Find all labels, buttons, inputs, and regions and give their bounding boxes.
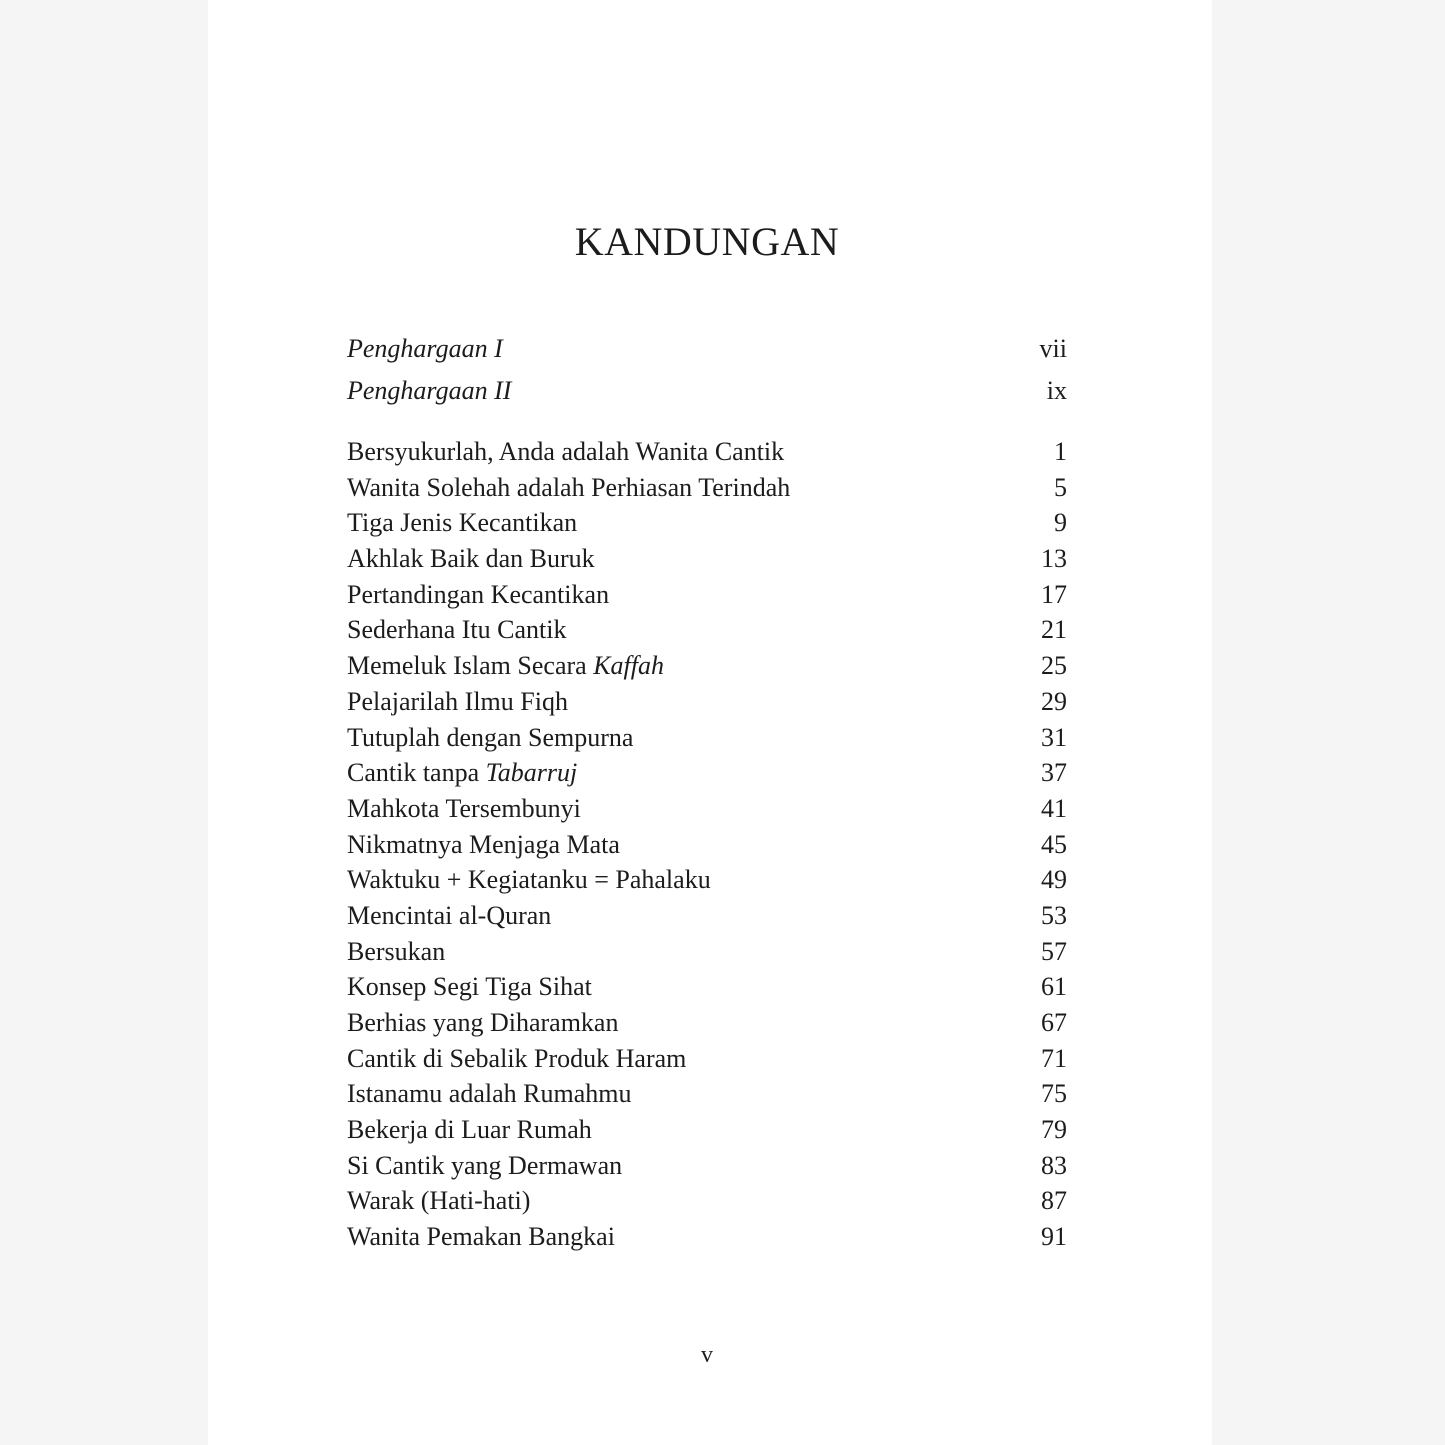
front-matter-label: Penghargaan II — [347, 376, 512, 405]
toc-entry-row — [347, 648, 1067, 684]
toc-entry-row — [347, 1112, 1067, 1148]
toc-entry-title: Bekerja di Luar Rumah — [347, 1115, 592, 1145]
page-content — [347, 0, 1067, 1445]
toc-entry-row — [347, 684, 1067, 720]
toc-entry-page-number: 79 — [1041, 1115, 1067, 1145]
toc-entry-page-number: 25 — [1041, 651, 1067, 681]
toc-entry-title: Memeluk Islam Secara Kaffah — [347, 651, 664, 681]
toc-list — [347, 434, 1067, 1255]
toc-entry-page-number: 83 — [1041, 1150, 1067, 1180]
toc-entry-page-number: 45 — [1041, 829, 1067, 859]
toc-entry-page-number: 17 — [1041, 579, 1067, 609]
toc-entry-page-number: 91 — [1041, 1222, 1067, 1252]
folio-page-number: v — [701, 1342, 713, 1368]
toc-entry-row — [347, 434, 1067, 470]
toc-entry-title: Tutuplah dengan Sempurna — [347, 722, 634, 752]
toc-entry-title: Tiga Jenis Kecantikan — [347, 508, 578, 538]
toc-entry-title: Mencintai al-Quran — [347, 900, 552, 930]
toc-entry-title: Sederhana Itu Cantik — [347, 615, 567, 645]
toc-entry-title: Akhlak Baik dan Buruk — [347, 544, 595, 574]
toc-entry-title: Pertandingan Kecantikan — [347, 579, 610, 609]
toc-entry-page-number: 37 — [1041, 758, 1067, 788]
toc-entry-title: Nikmatnya Menjaga Mata — [347, 829, 620, 859]
front-matter-list — [347, 328, 1067, 412]
toc-entry-title: Warak (Hati-hati) — [347, 1186, 531, 1216]
toc-entry-row — [347, 1219, 1067, 1255]
front-matter-row — [347, 328, 1067, 370]
toc-entry-title: Istanamu adalah Rumahmu — [347, 1079, 632, 1109]
front-matter-page-number: vii — [1039, 334, 1067, 363]
toc-entry-row — [347, 1076, 1067, 1112]
toc-entry-row — [347, 969, 1067, 1005]
toc-entry-title: Bersyukurlah, Anda adalah Wanita Cantik — [347, 437, 785, 466]
toc-entry-row — [347, 470, 1067, 506]
toc-entry-row — [347, 1148, 1067, 1184]
contents-title: KANDUNGAN — [574, 219, 840, 264]
toc-entry-row — [347, 541, 1067, 577]
toc-entry-row — [347, 577, 1067, 613]
toc-entry-page-number: 61 — [1041, 972, 1067, 1002]
toc-entry-page-number: 71 — [1041, 1043, 1067, 1073]
toc-entry-row — [347, 612, 1067, 648]
toc-entry-page-number: 53 — [1041, 900, 1067, 930]
front-matter-row — [347, 370, 1067, 412]
toc-entry-page-number: 9 — [1054, 508, 1067, 538]
toc-entry-page-number: 67 — [1041, 1008, 1067, 1037]
toc-entry-title: Bersukan — [347, 936, 446, 966]
toc-entry-title: Berhias yang Diharamkan — [347, 1008, 619, 1037]
toc-entry-row — [347, 1041, 1067, 1077]
toc-entry-row — [347, 755, 1067, 791]
toc-entry-row — [347, 862, 1067, 898]
toc-entry-row — [347, 827, 1067, 863]
toc-entry-row — [347, 934, 1067, 970]
toc-entry-page-number: 29 — [1041, 686, 1067, 716]
book-page — [208, 0, 1212, 1445]
toc-entry-title: Pelajarilah Ilmu Fiqh — [347, 686, 568, 716]
toc-entry-page-number: 87 — [1041, 1186, 1067, 1216]
toc-entry-title: Wanita Solehah adalah Perhiasan Terindah — [347, 472, 791, 502]
toc-entry-title: Konsep Segi Tiga Sihat — [347, 972, 592, 1002]
toc-entry-row — [347, 791, 1067, 827]
toc-entry-page-number: 13 — [1041, 544, 1067, 574]
toc-entry-row — [347, 1183, 1067, 1219]
toc-entry-page-number: 5 — [1054, 472, 1067, 502]
toc-entry-page-number: 1 — [1054, 437, 1067, 466]
toc-entry-page-number: 75 — [1041, 1079, 1067, 1109]
toc-entry-page-number: 57 — [1041, 936, 1067, 966]
toc-entry-page-number: 49 — [1041, 865, 1067, 895]
toc-entry-title: Si Cantik yang Dermawan — [347, 1150, 623, 1180]
toc-entry-page-number: 21 — [1041, 615, 1067, 645]
toc-entry-title: Waktuku + Kegiatanku = Pahalaku — [347, 865, 711, 895]
toc-entry-row — [347, 720, 1067, 756]
front-matter-label: Penghargaan I — [347, 334, 503, 363]
toc-entry-title: Mahkota Tersembunyi — [347, 793, 581, 823]
toc-entry-title: Wanita Pemakan Bangkai — [347, 1222, 615, 1252]
toc-entry-title: Cantik di Sebalik Produk Haram — [347, 1043, 687, 1073]
front-matter-page-number: ix — [1046, 376, 1067, 405]
toc-entry-page-number: 41 — [1041, 793, 1067, 823]
toc-entry-title: Cantik tanpa Tabarruj — [347, 758, 578, 788]
toc-entry-page-number: 31 — [1041, 722, 1067, 752]
toc-entry-row — [347, 898, 1067, 934]
toc-entry-row — [347, 1005, 1067, 1041]
toc-entry-row — [347, 505, 1067, 541]
